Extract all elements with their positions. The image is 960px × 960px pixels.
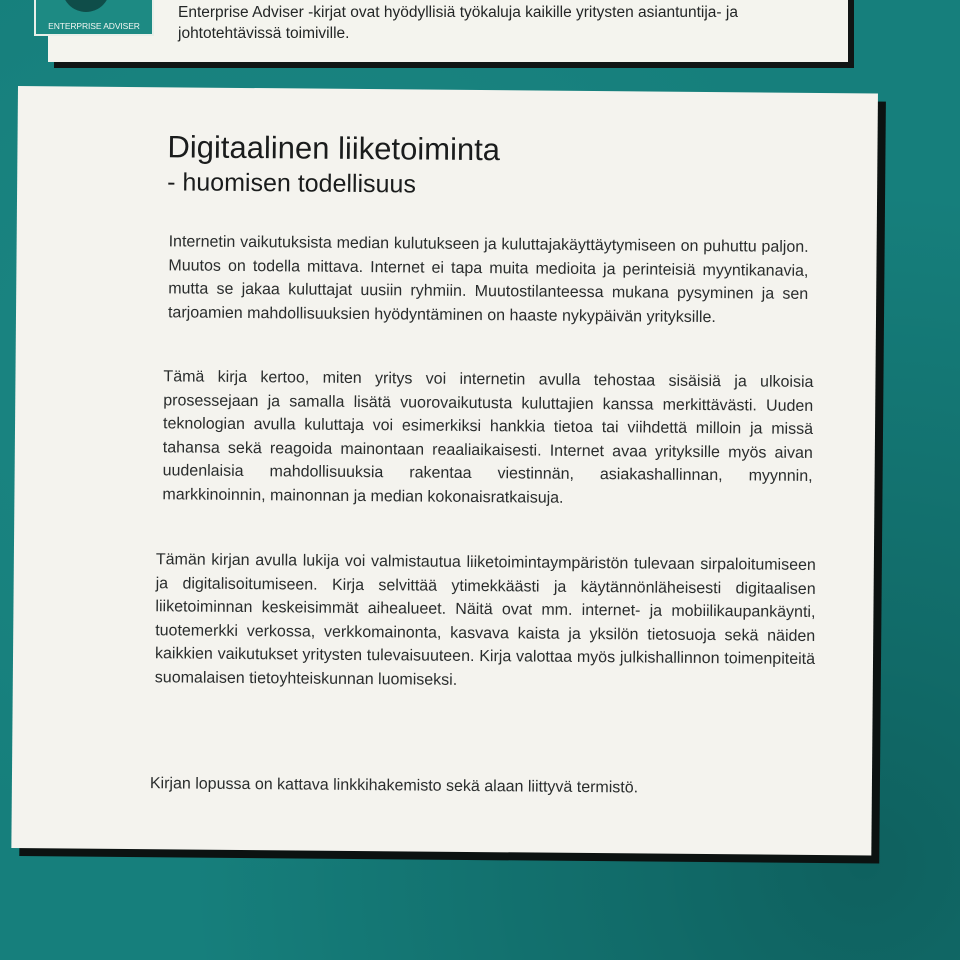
book-subtitle: - huomisen todellisuus [167,168,417,199]
enterprise-adviser-logo [34,0,154,36]
logo-text: ENTERPRISE ADVISER [48,21,140,31]
logo-mark-icon [62,0,110,12]
description-paragraph-2: Tämä kirja kertoo, miten yritys voi internetin avulla tehostaa sisäisiä ja ulkoisia prosessejaan ja samalla lisätä vuorovaikutusta kuluttajien kanssa merkittävästi. Uuden teknologian avulla kuluttaja voi esimerkiksi hankkia tietoa tai viihdettä milloin ja missä tahansa sekä reagoida mainontaan reaaliaikaisesti. Internet avaa yrityksille myös aivan uudenlaisia mahdollisuuksia rakentaa viestinnän, asiakashallinnan, myynnin, markkinoinnin, mainonnan ja median kokonaisratkaisuja. [162,368,814,507]
publisher-panel [48,0,848,62]
description-paragraph-1: Internetin vaikutuksista median kulutukseen ja kuluttajakäyttäytymiseen on puhuttu paljon. Muutos on todella mittava. Internet ei tapa muita medioita ja perinteisiä myyntikanavia, mutta se jakaa kuluttajat uusiin ryhmiin. Muutostilanteessa mukana pysyminen ja sen tarjoamien mahdollisuuksien hyödyntäminen on haaste nykypäivän yrityksille. [167,233,809,326]
series-blurb: Enterprise Adviser -kirjat ovat hyödyllisiä työkaluja kaikille yritysten asiantuntija- ja johtotehtävissä toimiville. [178,4,738,42]
description-paragraph-3: Tämän kirjan avulla lukija voi valmistautua liiketoimintaympäristön tulevaan sirpaloitumiseen ja digitalisoitumiseen. Kirja selvittää ytimekkäästi ja käytännönläheisesti digitaalisen liiketoiminnan keskeisimmät aihealueet. Näitä ovat mm. internet- ja mobiilikaupankäynti, tuotemerkki verkossa, verkkomainonta, kasvava kaista ja yksilön tietosuoja sekä näiden kaikkien vaikutukset yritysten tulevaisuuteen. Kirja valottaa myös julkishallinnon toimenpiteitä suomalaisen tietoyhteiskunnan luomiseksi. [154,551,816,689]
closing-line: Kirjan lopussa on kattava linkkihakemisto sekä alaan liittyvä termistö. [149,775,639,797]
book-title: Digitaalinen liiketoiminta [167,129,501,168]
book-description-panel [11,86,878,855]
